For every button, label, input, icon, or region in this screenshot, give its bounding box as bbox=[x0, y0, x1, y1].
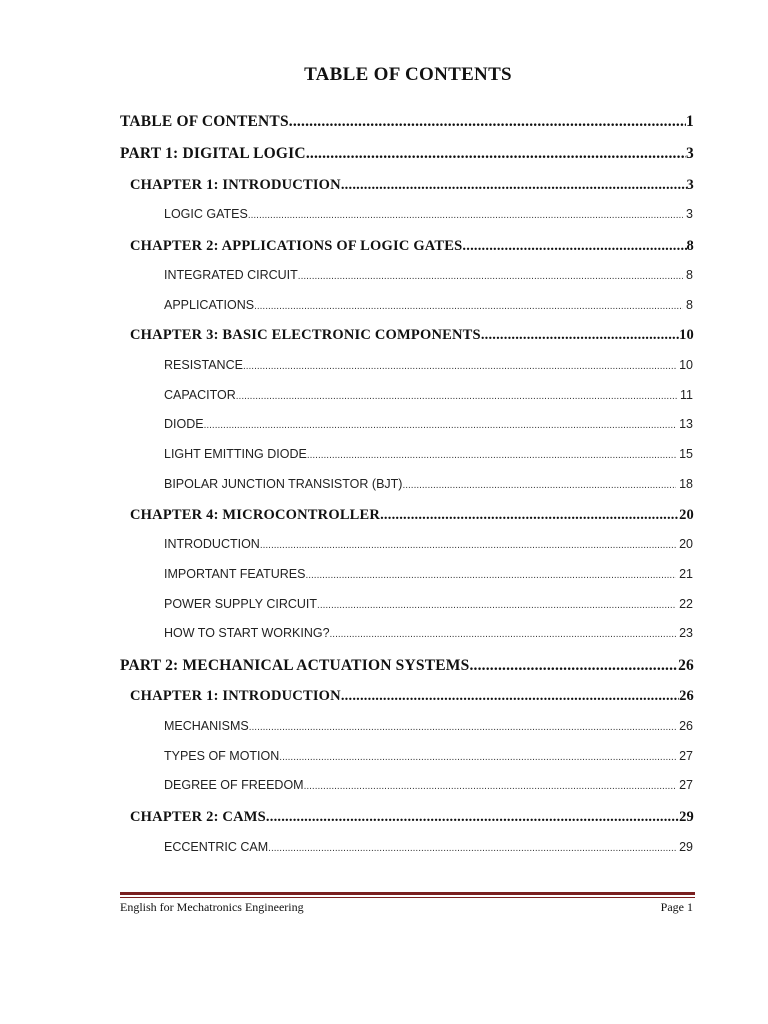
toc-entry[interactable] bbox=[164, 626, 693, 640]
toc-entry[interactable] bbox=[164, 778, 693, 792]
toc-entry-page-number: 8 bbox=[686, 298, 693, 312]
toc-entry-label: LOGIC GATES bbox=[164, 207, 248, 221]
toc-entry-label: PART 1: DIGITAL LOGIC bbox=[120, 145, 306, 162]
toc-dot-leader bbox=[279, 752, 676, 763]
toc-dot-leader bbox=[307, 450, 676, 461]
toc-dot-leader bbox=[236, 391, 677, 402]
toc-entry-label: CAPACITOR bbox=[164, 388, 236, 402]
toc-entry-label: CHAPTER 4: MICROCONTROLLER bbox=[130, 507, 381, 523]
toc-dot-leader bbox=[402, 480, 676, 491]
toc-entry[interactable] bbox=[164, 719, 693, 733]
toc-dot-leader bbox=[330, 629, 677, 640]
toc-entry[interactable] bbox=[164, 567, 693, 581]
footer-document-name: English for Mechatronics Engineering bbox=[120, 900, 304, 914]
toc-dot-leader bbox=[254, 301, 683, 312]
toc-dot-leader bbox=[243, 361, 676, 372]
toc-entry[interactable] bbox=[164, 840, 693, 854]
toc-entry[interactable] bbox=[130, 809, 694, 826]
toc-entry-label: BIPOLAR JUNCTION TRANSISTOR (BJT) bbox=[164, 477, 403, 491]
toc-dot-leader bbox=[304, 781, 677, 792]
toc-entry-page-number: 3 bbox=[686, 207, 693, 221]
toc-entry-page-number: 15 bbox=[679, 447, 693, 461]
toc-entry-page-number: 8 bbox=[686, 268, 693, 282]
toc-entry-label: CHAPTER 3: BASIC ELECTRONIC COMPONENTS bbox=[130, 327, 481, 343]
toc-dot-leader bbox=[249, 722, 676, 733]
toc-entry[interactable] bbox=[120, 145, 694, 163]
toc-entry-page-number: 29 bbox=[679, 809, 694, 825]
toc-entry[interactable] bbox=[164, 298, 693, 312]
toc-entry[interactable] bbox=[164, 417, 693, 431]
toc-entry[interactable] bbox=[164, 358, 693, 372]
toc-entry-page-number: 21 bbox=[679, 567, 693, 581]
toc-entry-page-number: 26 bbox=[679, 719, 693, 733]
toc-entry[interactable] bbox=[164, 477, 693, 491]
footer-divider-thick bbox=[120, 892, 695, 895]
toc-entry-label: APPLICATIONS bbox=[164, 298, 255, 312]
toc-entry[interactable] bbox=[130, 688, 694, 705]
toc-dot-leader bbox=[305, 570, 676, 581]
toc-dot-leader bbox=[481, 327, 679, 344]
toc-dot-leader bbox=[306, 145, 686, 163]
toc-entry-label: CHAPTER 2: APPLICATIONS OF LOGIC GATES bbox=[130, 238, 463, 254]
toc-entry-page-number: 10 bbox=[679, 358, 693, 372]
toc-entry-page-number: 27 bbox=[679, 778, 693, 792]
footer-page-number: Page 1 bbox=[660, 900, 693, 914]
toc-entry-label: PART 2: MECHANICAL ACTUATION SYSTEMS bbox=[120, 657, 470, 674]
toc-dot-leader bbox=[260, 540, 676, 551]
toc-entry-label: DEGREE OF FREEDOM bbox=[164, 778, 304, 792]
toc-entry-page-number: 10 bbox=[679, 327, 694, 343]
toc-dot-leader bbox=[289, 113, 686, 131]
toc-entry-label: DIODE bbox=[164, 417, 204, 431]
toc-entry-label: TYPES OF MOTION bbox=[164, 749, 280, 763]
toc-entry[interactable] bbox=[164, 597, 693, 611]
toc-entry-page-number: 3 bbox=[686, 177, 694, 193]
toc-entry-label: MECHANISMS bbox=[164, 719, 249, 733]
toc-entry-label: RESISTANCE bbox=[164, 358, 243, 372]
page-title: TABLE OF CONTENTS bbox=[304, 64, 512, 85]
toc-dot-leader bbox=[380, 507, 679, 524]
toc-entry-page-number: 26 bbox=[679, 688, 694, 704]
toc-entry-label: ECCENTRIC CAM bbox=[164, 840, 269, 854]
toc-dot-leader bbox=[266, 809, 679, 826]
toc-dot-leader bbox=[204, 420, 677, 431]
toc-entry-label: LIGHT EMITTING DIODE bbox=[164, 447, 307, 461]
toc-entry-label: INTEGRATED CIRCUIT bbox=[164, 268, 298, 282]
toc-dot-leader bbox=[268, 843, 676, 854]
toc-entry-label: HOW TO START WORKING? bbox=[164, 626, 330, 640]
toc-dot-leader bbox=[317, 600, 676, 611]
toc-entry-page-number: 20 bbox=[679, 507, 694, 523]
toc-entry[interactable] bbox=[130, 507, 694, 524]
footer-divider-thin bbox=[120, 897, 695, 898]
toc-dot-leader bbox=[341, 688, 679, 705]
toc-entry-label: TABLE OF CONTENTS bbox=[120, 113, 289, 130]
toc-entry[interactable] bbox=[164, 749, 693, 763]
toc-entry[interactable] bbox=[164, 537, 693, 551]
toc-entry[interactable] bbox=[164, 207, 693, 221]
toc-entry-label: POWER SUPPLY CIRCUIT bbox=[164, 597, 318, 611]
toc-entry-page-number: 8 bbox=[686, 238, 694, 254]
toc-entry[interactable] bbox=[120, 657, 694, 675]
toc-entry-page-number: 29 bbox=[679, 840, 693, 854]
toc-entry-page-number: 13 bbox=[679, 417, 693, 431]
toc-entry[interactable] bbox=[130, 177, 694, 194]
toc-entry-page-number: 23 bbox=[679, 626, 693, 640]
toc-dot-leader bbox=[341, 177, 687, 194]
toc-entry-page-number: 22 bbox=[679, 597, 693, 611]
toc-entry-label: CHAPTER 1: INTRODUCTION bbox=[130, 177, 341, 193]
toc-entry-label: INTRODUCTION bbox=[164, 537, 260, 551]
toc-entry-page-number: 26 bbox=[678, 657, 694, 674]
toc-entry-label: IMPORTANT FEATURES bbox=[164, 567, 306, 581]
toc-entry[interactable] bbox=[130, 327, 694, 344]
toc-entry-label: CHAPTER 1: INTRODUCTION bbox=[130, 688, 341, 704]
toc-entry-page-number: 1 bbox=[686, 113, 694, 130]
toc-entry-page-number: 18 bbox=[679, 477, 693, 491]
toc-entry[interactable] bbox=[120, 113, 694, 131]
toc-entry[interactable] bbox=[164, 388, 693, 402]
toc-entry[interactable] bbox=[164, 268, 693, 282]
toc-entry-label: CHAPTER 2: CAMS bbox=[130, 809, 266, 825]
toc-entry-page-number: 20 bbox=[679, 537, 693, 551]
toc-dot-leader bbox=[462, 238, 686, 255]
toc-dot-leader bbox=[469, 657, 678, 675]
toc-entry[interactable] bbox=[164, 447, 693, 461]
toc-entry[interactable] bbox=[130, 238, 694, 255]
toc-dot-leader bbox=[298, 271, 683, 282]
toc-dot-leader bbox=[248, 210, 683, 221]
toc-entry-page-number: 3 bbox=[686, 145, 694, 162]
toc-entry-page-number: 11 bbox=[680, 388, 693, 402]
toc-entry-page-number: 27 bbox=[679, 749, 693, 763]
